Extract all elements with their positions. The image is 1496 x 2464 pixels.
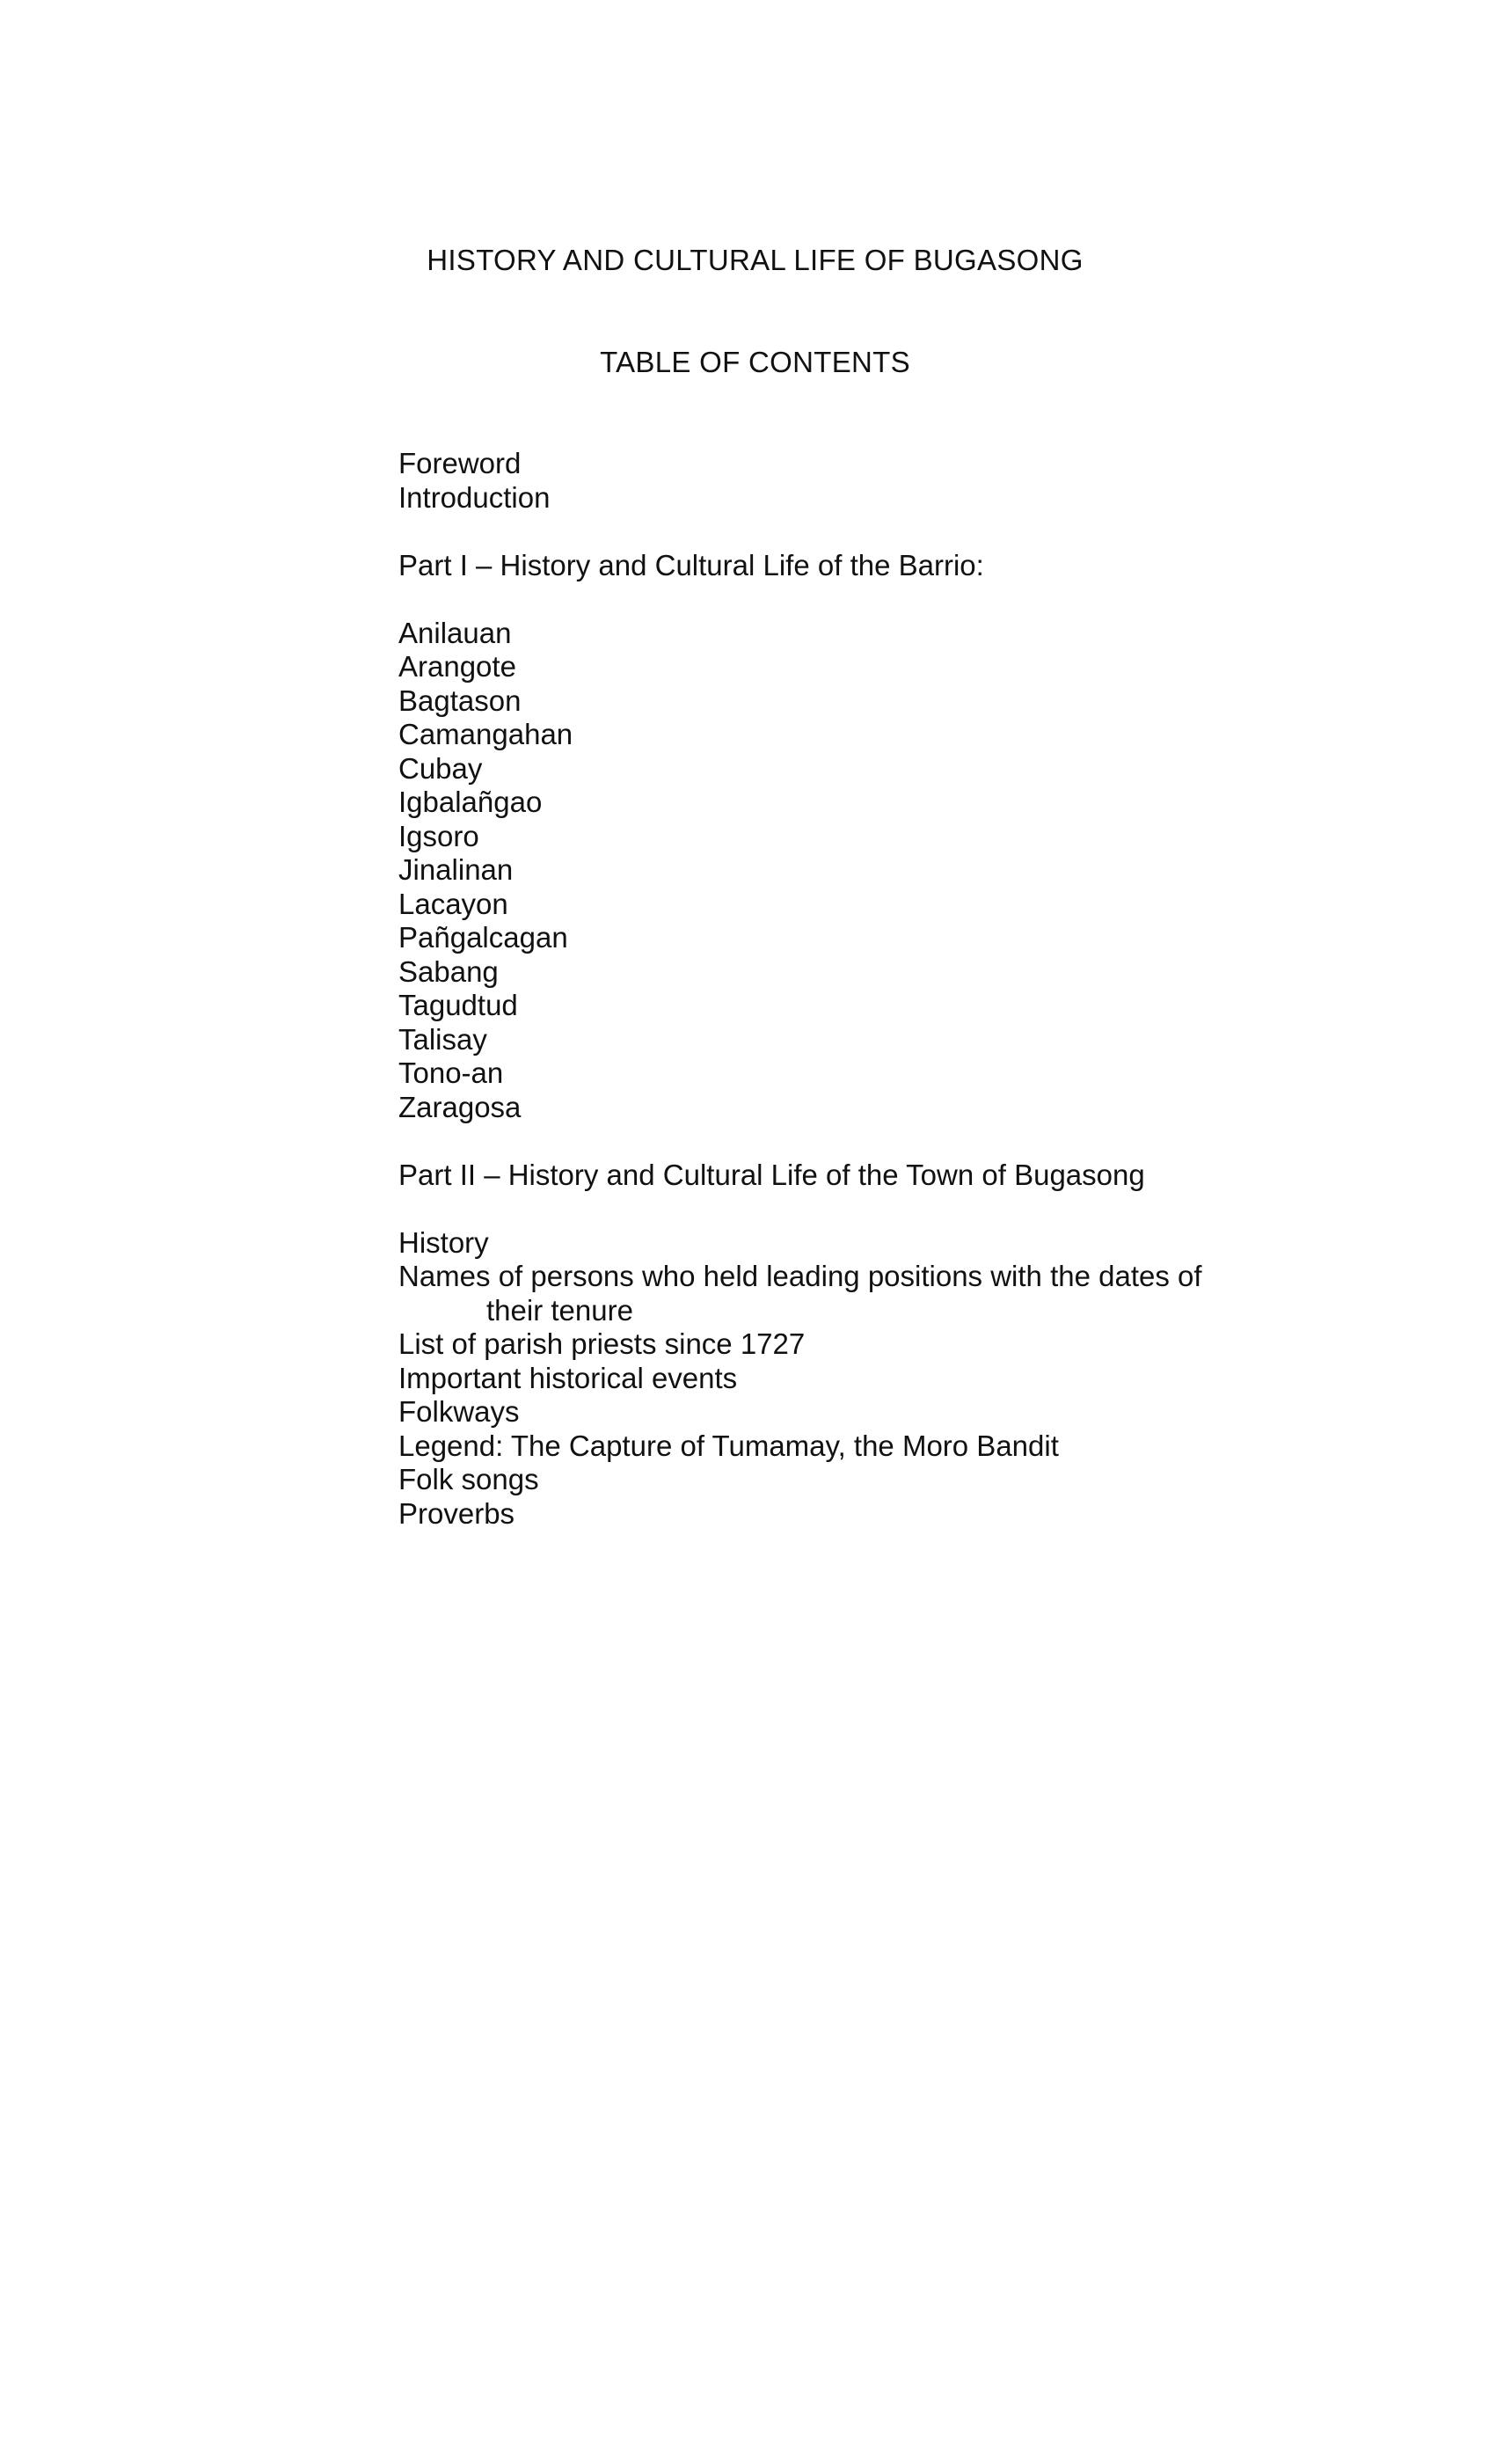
list-item: Proverbs xyxy=(398,1496,515,1530)
list-item: Cubay xyxy=(398,751,483,785)
list-item: Igsoro xyxy=(398,819,479,852)
list-item: List of parish priests since 1727 xyxy=(398,1327,806,1360)
list-item: Sabang xyxy=(398,954,499,988)
list-item: Bagtason xyxy=(398,684,522,717)
list-item: Legend: The Capture of Tumamay, the Moro Bandit xyxy=(398,1429,1059,1462)
list-item: Talisay xyxy=(398,1022,487,1056)
list-item: Names of persons who held leading positions with the dates of xyxy=(398,1260,1202,1292)
list-item: Tagudtud xyxy=(398,989,518,1021)
document-title: HISTORY AND CULTURAL LIFE OF BUGASONG xyxy=(427,244,1084,276)
spacer xyxy=(398,515,1278,549)
part1-heading: Part I – History and Cultural Life of the Barrio: xyxy=(398,548,984,581)
list-item: Igbalañgao xyxy=(398,786,543,818)
list-item: Jinalinan xyxy=(398,853,514,886)
list-item: Important historical events xyxy=(398,1361,738,1394)
list-item: Pañgalcagan xyxy=(398,921,568,954)
list-item: Tono-an xyxy=(398,1057,504,1089)
list-item: Arangote xyxy=(398,650,516,683)
list-item: History xyxy=(398,1225,489,1259)
list-item: Folkways xyxy=(398,1395,520,1428)
toc-entry-foreword: Foreword xyxy=(398,447,522,479)
list-item: Folk songs xyxy=(398,1463,539,1495)
barrio-list xyxy=(398,617,1278,1125)
toc-entry-introduction: Introduction xyxy=(398,480,551,514)
list-item: Zaragosa xyxy=(398,1090,522,1123)
spacer xyxy=(398,582,1278,617)
spacer xyxy=(398,1124,1278,1159)
list-item: Anilauan xyxy=(398,616,512,649)
part2-heading: Part II – History and Cultural Life of the Town of Bugasong xyxy=(398,1158,1145,1191)
list-item: Camangahan xyxy=(398,718,573,750)
table-of-contents xyxy=(398,447,1278,1531)
toc-heading: TABLE OF CONTENTS xyxy=(600,346,910,378)
list-item-continuation: their tenure xyxy=(486,1293,633,1327)
list-item: Lacayon xyxy=(398,887,508,920)
town-list xyxy=(398,1226,1278,1532)
spacer xyxy=(398,1192,1278,1226)
